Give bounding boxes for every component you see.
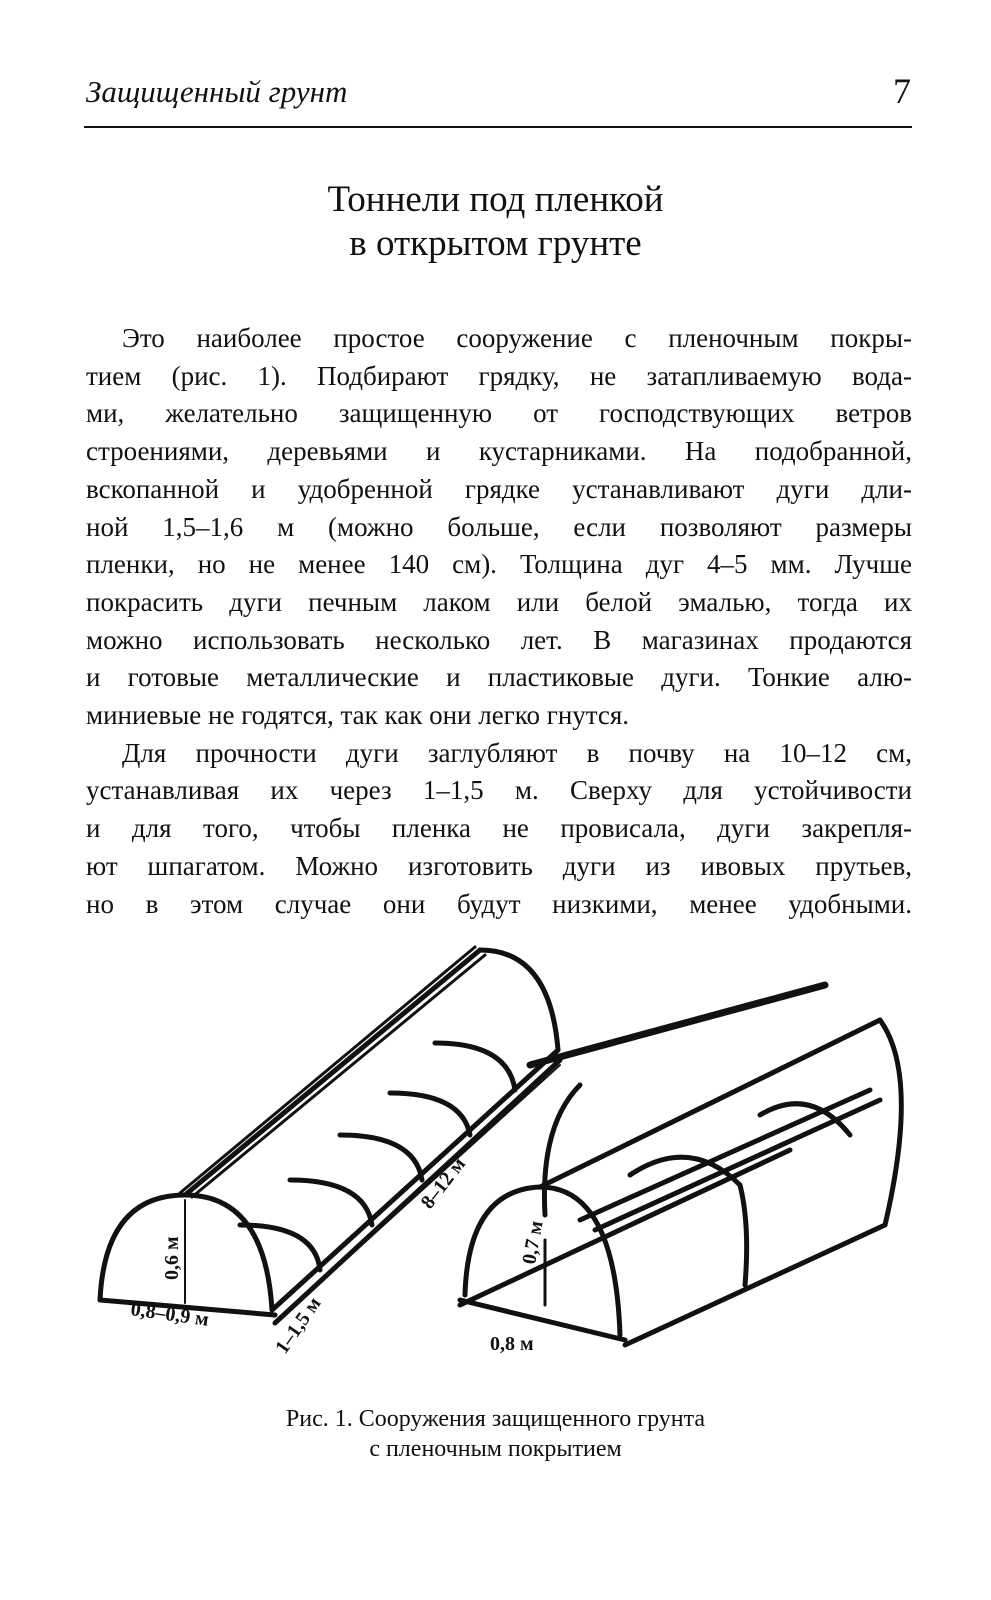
caption-line: Рис. 1. Сооружения защищенного грунта [285,1406,706,1432]
text-line: пленки, но не менее 140 см). Толщина дуг 4–5 мм. Лучше [86,549,912,580]
body-text [86,320,912,923]
label-spacing: 1–1,5 м [271,1293,326,1358]
text-line: строениями, деревьями и кустарниками. На подобранной, [86,436,912,467]
text-line: Для прочности дуги заглубляют в почву на 10–12 см, [122,737,912,768]
paragraph-2 [86,735,912,924]
text-line: ют шпагатом. Можно изготовить дуги из ивовых прутьев, [86,850,912,881]
text-line: миниевые не годятся, так как они легко гнутся. [86,700,630,731]
text-line: но в этом случае они будут низкими, менее удобными. [86,888,912,919]
text-line: вскопанной и удобренной грядке устанавливают дуги дли- [86,473,912,504]
text-line: можно использовать несколько лет. В магазинах продаются [86,624,912,655]
text-line: Это наиболее простое сооружение с пленочным покры- [122,323,912,353]
figure-caption [0,1404,991,1464]
label-width-right: 0,8 м [490,1333,534,1355]
text-line: и готовые металлические и пластиковые дуги. Тонкие алю- [86,662,912,693]
figure-tunnels [90,925,910,1385]
title-line: в открытом грунте [349,223,642,264]
right-tunnel-drawing [460,985,901,1345]
header-rule [84,126,912,128]
text-line: тием (рис. 1). Подбирают грядку, не затапливаемую вода- [86,360,912,391]
label-width-left: 0,8–0,9 м [129,1298,211,1331]
text-line: и для того, чтобы пленка не провисала, дуги закрепля- [86,813,912,844]
label-length: 8–12 м [416,1153,471,1214]
running-header: Защищенный грунт [86,74,348,109]
paragraph-1 [86,320,912,735]
caption-line: с пленочным покрытием [369,1436,622,1462]
text-line: ми, желательно защищенную от господствующих ветров [86,398,912,429]
page-number: 7 [893,71,911,111]
text-line: устанавливая их через 1–1,5 м. Сверху для устойчивости [86,775,912,806]
text-line: покрасить дуги печным лаком или белой эмалью, тогда их [86,586,912,617]
label-height-left: 0,6 м [161,1236,183,1280]
title-line: Тоннели под пленкой [327,179,664,220]
label-height-right: 0,7 м [518,1219,548,1266]
text-line: ной 1,5–1,6 м (можно больше, если позволяют размеры [86,511,912,542]
section-title [0,178,991,266]
